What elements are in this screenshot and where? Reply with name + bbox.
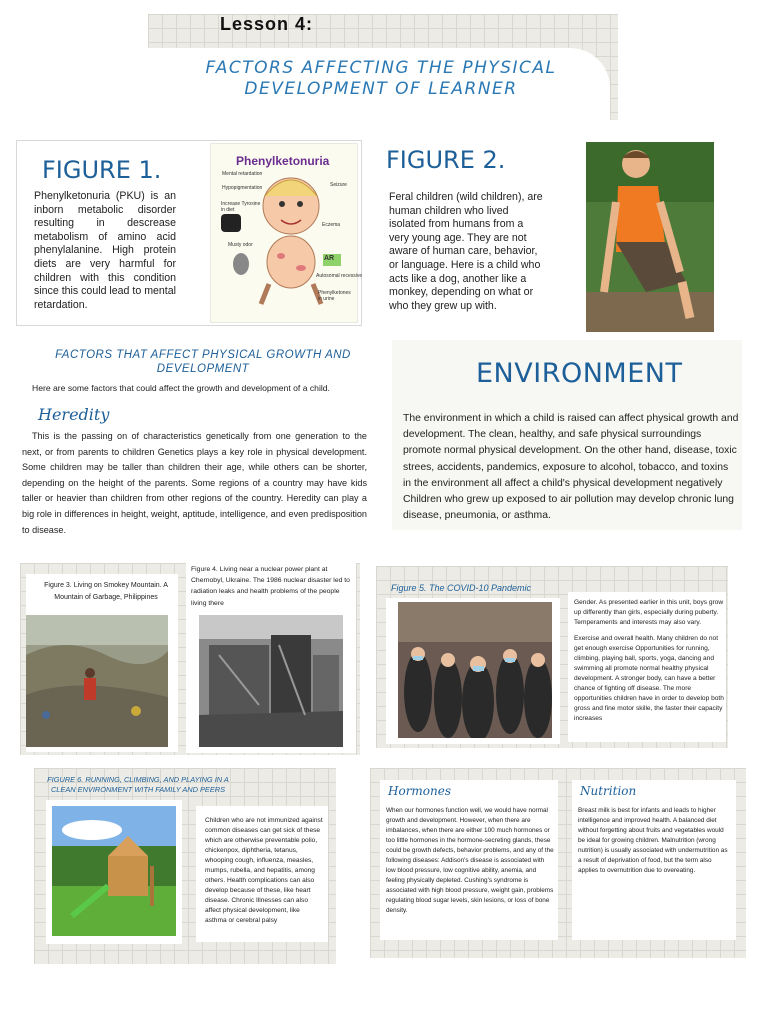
nutrition-text: Breast milk is best for infants and leads to higher intelligence and improved health. A balanced diet without forgetting about fruits and vegetables would be ideal for growing children. Malnutrition (wrong nutrition) is usually associated with undermutrition as a result of deprivation of food, but the term also applies to overnutrition due to overeating. [578,807,728,874]
playground-photo [52,806,176,936]
figure4-caption: Figure 4. Living near a nuclear power plant at Chernobyl, Ukraine. The 1986 nuclear disaster led to radiation leaks and health problems of the people living there [191,566,350,607]
pku-label: Hypopigmentation [222,185,263,191]
pku-label: Musty odor [228,242,253,248]
lesson-label: Lesson 4: [220,14,314,34]
heredity-text: This is the passing on of characteristics genetically from one generation to the next, or from parents to children Genetics plays a key role in physical development. Some children may be taller than children their age, while others can be shorter, depending on the height of the parents. Some regions of a country may have kids taller or heavier than children from other regions of the country. Heredity can play a big role in differences in height, weight, aptitude, intelligence, and even predisposition to disease. [22,431,367,535]
figure1-text: Phenylketonuria (PKU) is an inborn metabolic disorder resulting in descrease metabolism of amino acid phenylalanine. High protein diets are very harmful for children with this condition since this could lead to mental retardation. [34,190,176,311]
pku-label: AR [324,255,335,262]
factors-intro: Here are some factors that could affect the growth and development of a child. [32,383,330,393]
pku-label: Phenylketones in urine [318,290,351,302]
pku-image-title: Phenylketonuria [236,154,330,168]
figure2-text: Feral children (wild children), are human children who lived isolated from humans from a very young age. They are not aware of human care, behavior, or language. Here is a child who acts like a dog, another like a monkey, depending on what or who they grew up with. [389,191,543,312]
figure3-caption: Figure 3. Living on Smokey Mountain. A Mountain of Garbage, Philippines [44,582,168,601]
figure1-title: FIGURE 1. [42,156,162,184]
hormones-title: Hormones [388,784,452,798]
feral-child-photo [586,142,714,332]
figure6-text: Children who are not immunized against common diseases can get sick of these which are otherwise preventable polio, chickenpox, diphtheria, tetanus, whooping cough, influenza, measles, mumps, rubella, and hepatitis, among others. Health complications can also develop because of these, like heart disease. Chronic Illnesses can also affect physical development, like asthma or cerebral palsy [205,817,323,924]
pku-label: Seizure [330,182,347,188]
figure6-caption: FIGURE 6. RUNNING, CLIMBING, AND PLAYING IN A CLEAN ENVIRONMENT WITH FAMILY AND PEERS [47,775,229,795]
environment-title: ENVIRONMENT [476,358,683,389]
figure5-text [574,598,724,730]
environment-text: The environment in which a child is raised can affect physical growth and development. The clean, healthy, and safe physical surroundings promote normal physical development. On the other hand, disease, toxic strees, accidents, pandemics, exposure to alcohol, tobacco, and toxins in the environment all affect a child's physical development negatively Children who grew up exposed to air pollution may develop chronic lung disease, pneumonia, or asthma. [403,413,739,522]
page-title: FACTORS AFFECTING THE PHYSICAL DEVELOPMENT OF LEARNER [205,58,557,99]
figure5-caption: Figure 5. The COVID-10 Pandemic [391,583,532,593]
gender-paragraph: Gender. As presented earlier in this unit, boys grow up differently than girls, especially during puberty. Temperaments and interests may also vary. [574,599,724,626]
covid-crowd-photo [398,602,552,738]
figure2-title: FIGURE 2. [386,146,506,174]
factors-title: FACTORS THAT AFFECT PHYSICAL GROWTH AND DEVELOPMENT [55,349,351,375]
nutrition-title: Nutrition [580,784,637,798]
heredity-title: Heredity [38,405,110,424]
pku-label: Mental retardation [222,171,263,177]
smokey-mountain-photo [26,615,168,747]
hormones-text: When our hormones function well, we would have normal growth and development. However, when there are imbalances, when there are either 100 much hormones or too little hormones in the hormone-secreting glands, these could be growth defects, behavior problems, and any of the following diseases: Addison's disease is associated with low blood pressure, low cognitive ability, anemia, and feeling physically depleted. Cushing's syndrome is associated with high blood pressure, weight gain, problems regulating blood sugar levels, skin lesions, or loss of bone density. [386,807,554,914]
pku-label: Autosomal recessive [316,273,363,279]
pku-label: Increase Tyrosine in diet [221,201,261,213]
pku-label: Eczema [322,222,341,228]
exercise-paragraph: Exercise and overall health. Many children do not get enough exercise Opportunities for running, climbing, playing ball, sports, yoga, dancing and swimming all promote normal healthy physical development. A stronger body, can have a better chance of fighting off disease. The more opportunities children have in order to develop both gross and fine motor skille, the faster their capacity increases [574,635,724,722]
chernobyl-photo [199,615,343,747]
